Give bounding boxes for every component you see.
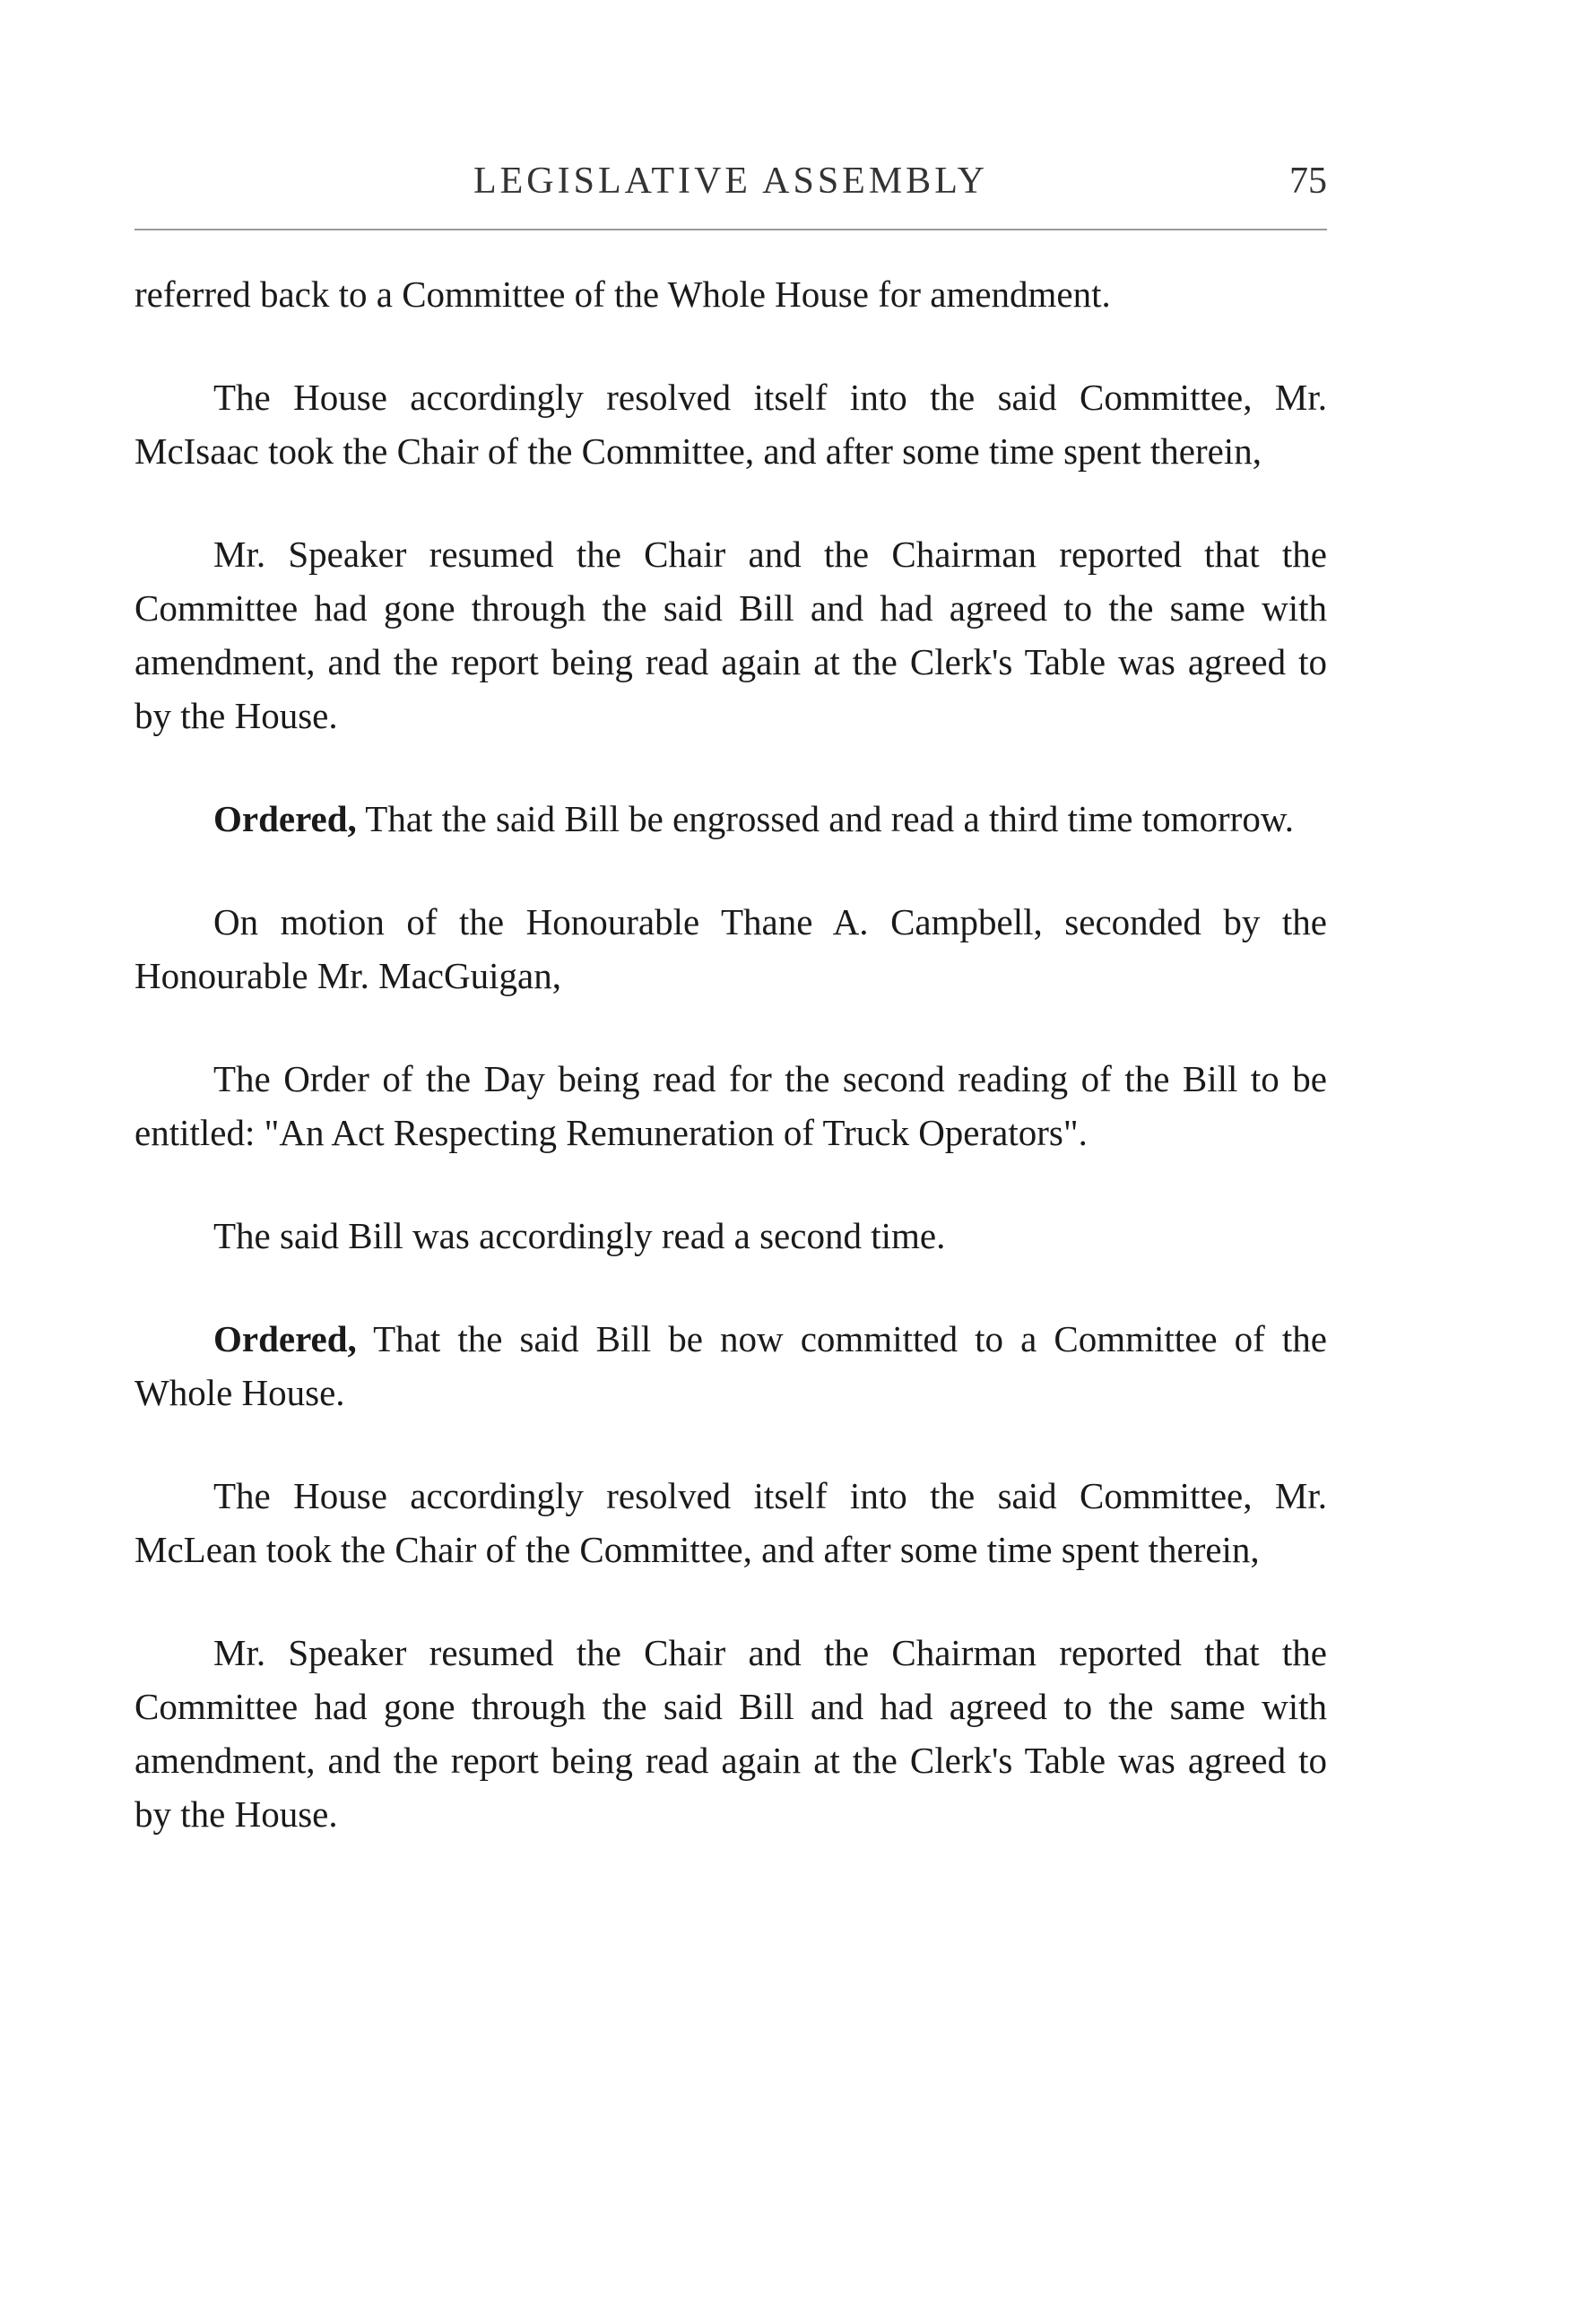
paragraph — [134, 1469, 1327, 1576]
paragraph-text: That the said Bill be now committed to a Committee of the Whole House. — [134, 1318, 1327, 1413]
paragraph-text: The said Bill was accordingly read a second time. — [213, 1215, 946, 1256]
paragraph — [134, 1052, 1327, 1159]
body-text — [134, 267, 1327, 1890]
paragraph-ordered — [134, 792, 1327, 846]
paragraph-ordered — [134, 1312, 1327, 1419]
paragraph — [134, 527, 1327, 742]
running-head-title: LEGISLATIVE ASSEMBLY — [473, 161, 988, 202]
paragraph-text: referred back to a Committee of the Whole House for amendment. — [134, 273, 1111, 315]
ordered-lead: Ordered, — [213, 1318, 357, 1359]
paragraph-continuation — [134, 267, 1327, 321]
paragraph-text: Mr. Speaker resumed the Chair and the Chairman reported that the Committee had gone through the said Bill and had agreed to the same with amendment, and the report being read again at the Clerk's Table was agreed to by the House. — [134, 1632, 1327, 1835]
paragraph-text: The House accordingly resolved itself into the said Committee, Mr. McIsaac took the Chair of the Committee, and after some time spent therein, — [134, 377, 1327, 472]
paragraph-text: The House accordingly resolved itself into the said Committee, Mr. McLean took the Chair of the Committee, and after some time spent therein, — [134, 1475, 1327, 1570]
paragraph-text: On motion of the Honourable Thane A. Campbell, seconded by the Honourable Mr. MacGuigan, — [134, 901, 1327, 996]
page-number: 75 — [1289, 161, 1327, 202]
paragraph — [134, 1209, 1327, 1263]
paragraph-text: The Order of the Day being read for the second reading of the Bill to be entitled: "An Act Respecting Remuneration of Truck Operators". — [134, 1058, 1327, 1153]
paragraph-text: That the said Bill be engrossed and read a third time tomorrow. — [356, 798, 1295, 839]
ordered-lead: Ordered, — [213, 798, 357, 839]
paragraph — [134, 370, 1327, 478]
running-head — [134, 160, 1327, 213]
paragraph-text: Mr. Speaker resumed the Chair and the Chairman reported that the Committee had gone through the said Bill and had agreed to the same with amendment, and the report being read again at the Clerk's Table was agreed to by the House. — [134, 534, 1327, 736]
paragraph — [134, 1626, 1327, 1841]
paragraph — [134, 895, 1327, 1003]
header-rule — [134, 229, 1327, 230]
